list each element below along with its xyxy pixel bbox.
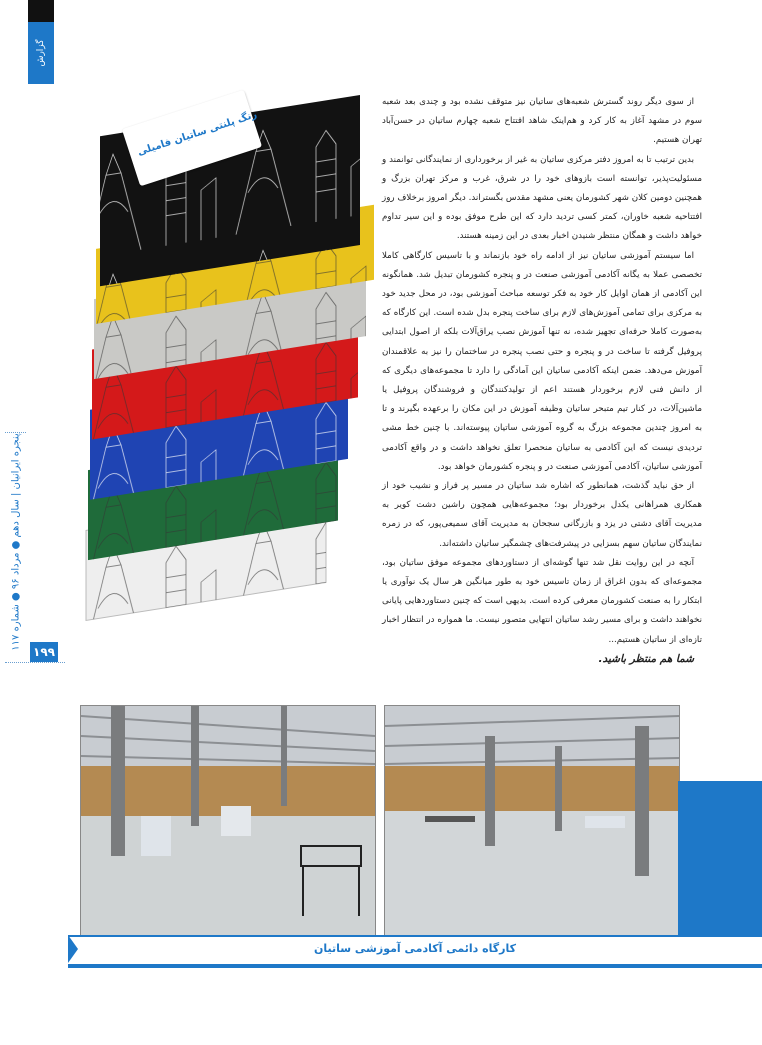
workshop-photo-left — [80, 705, 376, 937]
card-caption-text: رنگ پلنتی ساتیان فامیلی — [136, 109, 259, 159]
sign-off: شما هم منتظر باشید. — [598, 652, 694, 665]
caption-chevron — [68, 935, 78, 963]
issue-label: پنجره ایرانیان | سال دهم ● مرداد ۹۶ ● شماره ۱۱۷ — [10, 433, 21, 651]
photo-caption: کارگاه دائمی آکادمی آموزشی ساتیان — [314, 942, 516, 955]
paragraph: آنچه در این روایت نقل شد تنها گوشه‌ای از دستاوردهای مجموعه موفق ساتیان بود، مجموعه‌ای که بدون اغراق از زمان تاسیس خود به طور میانگین هر سال یک نوآوری یا ابتکار را به صنعت کشورمان معرفی کرده است. بدیهی است که چنین دستاوردهایی پایانی نخواهند داشت و برای مسیر رشد ساتیان انتهایی متصور نیست. ما همواره در انتظار اخبار تازه‌ای از ساتیان هستیم... — [382, 557, 702, 645]
paragraph: بدین ترتیب تا به امروز دفتر مرکزی ساتیان به غیر از برخورداری از نمایندگانی توانمند و مسئولیت‌پذیر، توانسته است بازوهای خود را در شرق، غرب و مرکز تهران بزرگ و همچنین دومین کلان شهر کشورمان یعنی مشهد مقدس بگستراند. دیگر امروز برخلاف روز افتتاحیه شعبه خاوران، کمتر کسی تردید دارد که این طرح موفق بوده و این سیر تداوم خواهد داشت و همگان منتظر شنیدن اخبار بعدی در این زمینه هستند. — [382, 154, 702, 242]
page-number-divider — [5, 662, 65, 663]
page-number: ۱۹۹ — [30, 642, 58, 662]
paragraph: از سوی دیگر روند گسترش شعبه‌های ساتیان نیز متوقف نشده بود و چندی بعد شعبه سوم در مشهد آغاز به کار کرد و هم‌اینک شاهد افتتاح شعبه چهارم ساتیان در حسن‌آباد تهران هستیم. — [382, 97, 702, 146]
section-label: گزارش — [36, 39, 46, 67]
workshop-photo-right — [384, 705, 680, 937]
top-black-tab — [28, 0, 54, 22]
section-tab — [28, 22, 54, 84]
issue-strip — [5, 432, 26, 652]
paragraph: از حق نباید گذشت، همانطور که اشاره شد ساتیان در مسیر پر فراز و نشیب خود از همکاری همراهانی یکدل برخوردار بود؛ مجموعه‌هایی همچون راشین دشت کویر به مدیریت آقای دشتی در یزد و بازرگانی سجحان به مدیریت آقای سمیعی‌پور، که در زمره نمایندگان ساتیان سهم بسزایی در پیشرفت‌های چشمگیر ساتیان داشته‌اند. — [382, 481, 702, 549]
color-cards-svg — [76, 92, 386, 632]
blue-side-block — [678, 781, 762, 937]
color-cards-illustration — [76, 92, 386, 632]
article-body — [382, 93, 702, 693]
photo-caption-bar — [68, 935, 762, 968]
paragraph: اما سیستم آموزشی ساتیان نیز از ادامه راه خود بازنماند و با تاسیس کارگاهی کاملا تخصصی عملا به یگانه آکادمی آموزشی صنعت در و پنجره کشورمان تبدیل شد. همانگونه این آکادمی از همان اوایل کار خود به فکر توسعه مباحث آموزشی بود، در محل جدید خود به مرکزی برای تمامی آموزش‌های لازم برای ساخت پنجره بدل شده است. این کارگاه که به‌صورت کاملا حرفه‌ای تجهیز شده، نه تنها آموزش نصب یراق‌آلات بلکه از اصول ابتدایی پروفیل گرفته تا ساخت در و پنجره و حتی نصب پنجره در ساختمان را نیز به علاقمندان آموزش می‌دهد. ضمن اینکه آکادمی ساتیان این آمادگی را دارد تا مجموعه‌های دیگری که از دانش فنی لازم برخوردار هستند اعم از تولیدکنندگان و فروشندگان پروفیل یا ماشین‌آلات، در کنار تیم متبحر ساتیان وظیفه آموزش در این مکان را برعهده بگیرند و تا به امروز چندین مجموعه بزرگ به گروه آموزشی ساتیان پیوسته‌اند. با چنین خط مشی تردیدی نیست که این آکادمی به ساتیان منحصرا تعلق نخواهد داشت و در واقع آکادمی آموزشی ساتیان، آکادمی آموزشی صنعت در و پنجره کشورمان خواهد بود. — [382, 250, 702, 472]
